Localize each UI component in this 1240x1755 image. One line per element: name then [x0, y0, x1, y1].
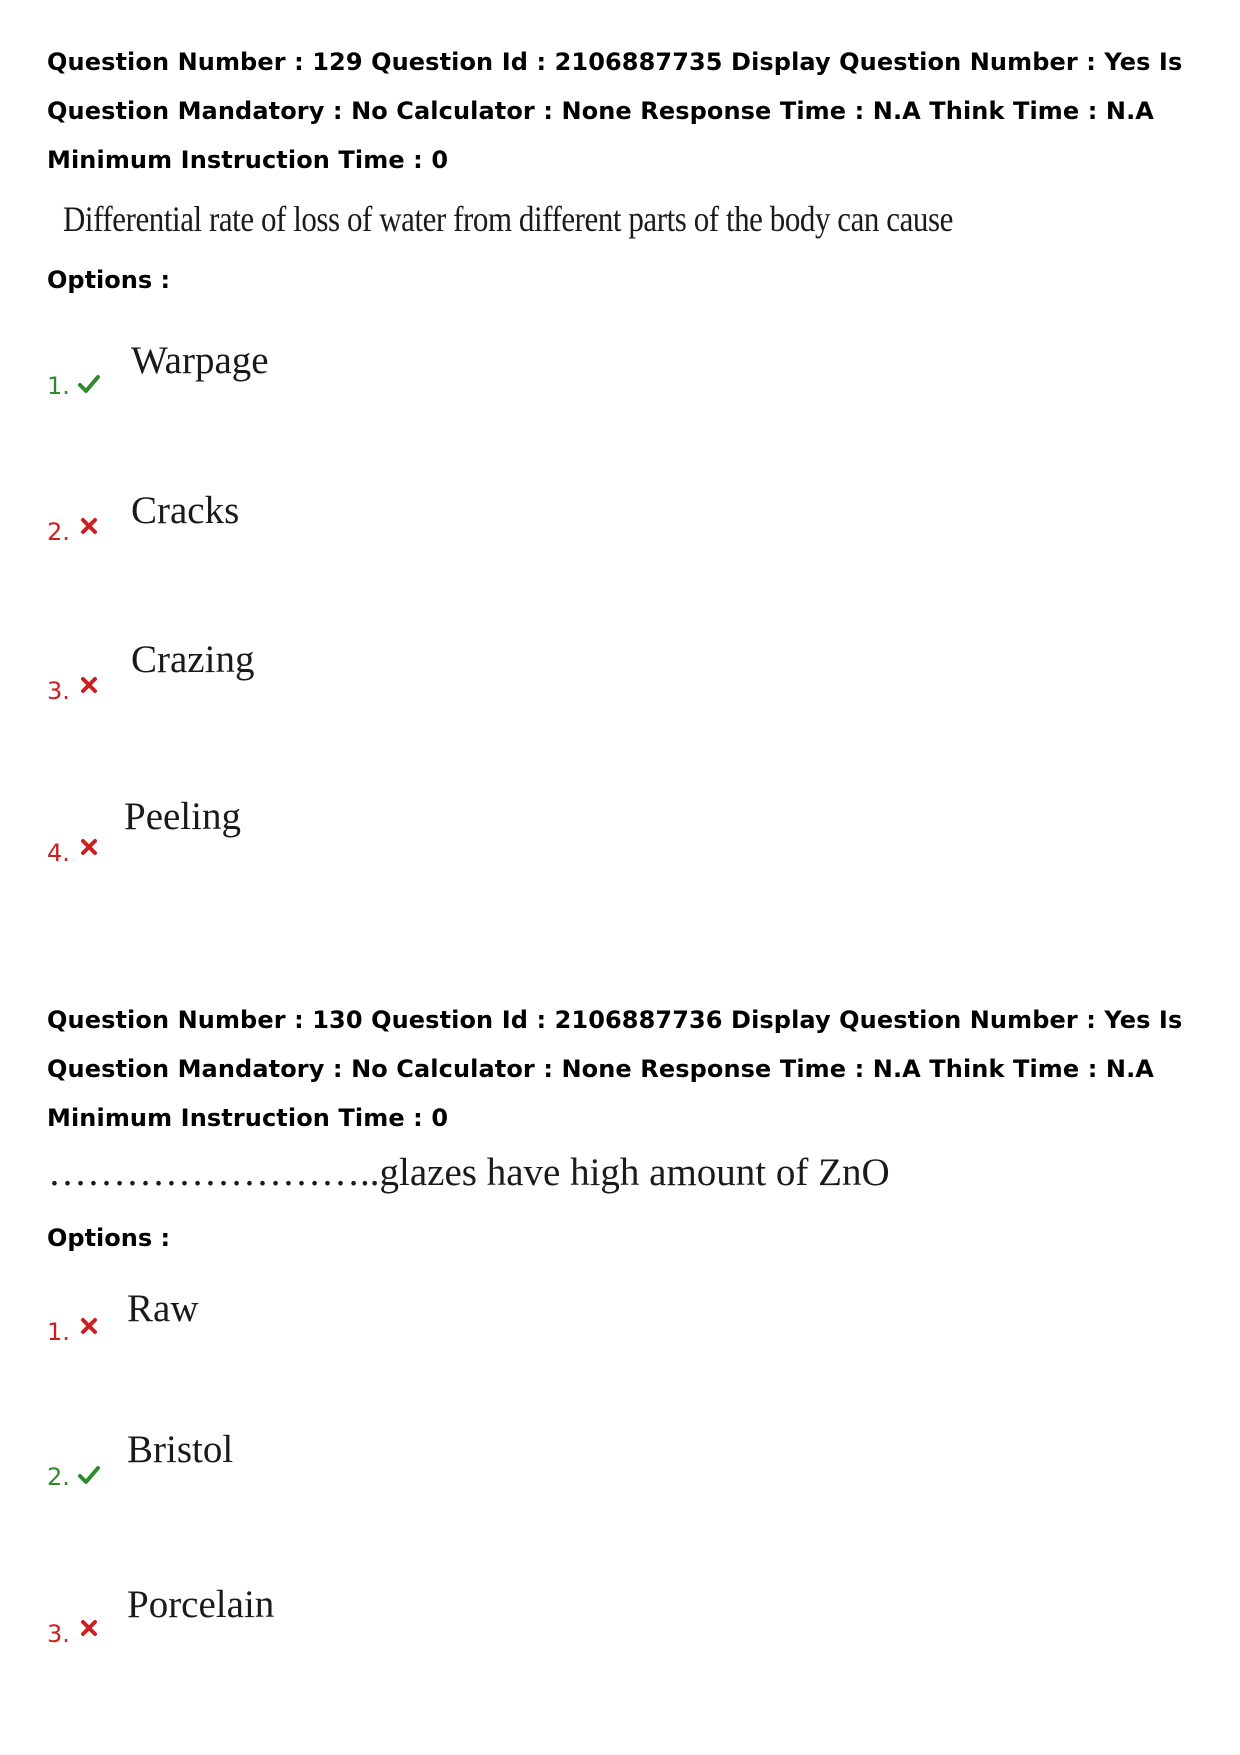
option-number: 2.: [47, 1463, 70, 1491]
option-text: Peeling: [124, 795, 241, 838]
check-icon: [77, 1463, 101, 1487]
question-129-meta: Question Number : 129 Question Id : 2106887735 Display Question Number : Yes Is Question Mandatory : No Calculator : None Response Time : N.A Think Time : N.A Minimum Instruction Time : 0: [47, 48, 1183, 174]
question-129-text: Differential rate of loss of water from different parts of the body can cause: [63, 199, 953, 239]
q130-option-1: [47, 1287, 647, 1378]
option-text: Porcelain: [127, 1583, 275, 1626]
question-129-options-label: Options :: [47, 266, 171, 294]
check-icon: [77, 372, 101, 396]
option-text: Cracks: [131, 489, 240, 532]
question-130-options-label: Options :: [47, 1224, 171, 1252]
question-130-text: ……………………..glazes have high amount of ZnO: [48, 1151, 890, 1194]
q130-option-3: [47, 1583, 647, 1680]
cross-icon: [77, 1314, 101, 1338]
cross-icon: [77, 673, 101, 697]
option-number: 1.: [47, 1318, 70, 1346]
option-text: Raw: [127, 1287, 199, 1330]
option-text: Crazing: [131, 638, 255, 681]
cross-icon: [77, 1616, 101, 1640]
option-number: 1.: [47, 372, 70, 400]
q129-option-2: [47, 489, 647, 578]
option-number: 3.: [47, 677, 70, 705]
option-text: Warpage: [131, 339, 269, 382]
q129-option-1: [47, 339, 647, 432]
option-number: 3.: [47, 1620, 70, 1648]
q130-option-2: [47, 1428, 647, 1523]
option-number: 4.: [47, 839, 70, 867]
question-130-meta: Question Number : 130 Question Id : 2106887736 Display Question Number : Yes Is Question Mandatory : No Calculator : None Response Time : N.A Think Time : N.A Minimum Instruction Time : 0: [47, 1006, 1183, 1132]
q129-option-4: [47, 795, 647, 899]
cross-icon: [77, 514, 101, 538]
q129-option-3: [47, 638, 647, 737]
cross-icon: [77, 835, 101, 859]
option-number: 2.: [47, 518, 70, 546]
option-text: Bristol: [127, 1428, 234, 1471]
